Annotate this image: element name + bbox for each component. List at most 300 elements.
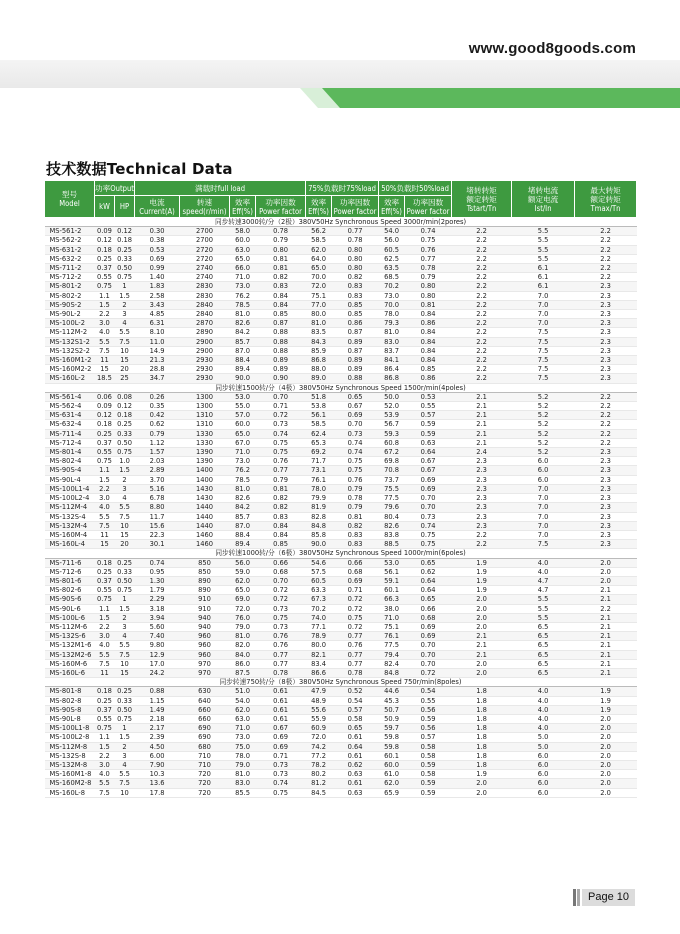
- value-cell: 2.2: [452, 530, 512, 539]
- value-cell: 2.2: [575, 438, 637, 447]
- model-cell: MS-712-4: [45, 438, 95, 447]
- value-cell: 0.81: [256, 254, 306, 263]
- value-cell: 2.0: [452, 659, 512, 668]
- value-cell: 0.88: [135, 687, 180, 696]
- value-cell: 5.5: [512, 613, 575, 622]
- value-cell: 2.29: [135, 595, 180, 604]
- value-cell: 2.3: [575, 328, 637, 337]
- value-cell: 11: [95, 668, 115, 677]
- value-cell: 81.9: [306, 503, 332, 512]
- value-cell: 0.63: [332, 788, 379, 797]
- header-model: 型号 Model: [45, 181, 95, 218]
- value-cell: 7.5: [512, 365, 575, 374]
- value-cell: 0.85: [256, 540, 306, 549]
- value-cell: 0.64: [332, 742, 379, 751]
- value-cell: 59.7: [379, 724, 405, 733]
- value-cell: 910: [180, 595, 230, 604]
- value-cell: 84.2: [230, 328, 256, 337]
- value-cell: 63.0: [230, 245, 256, 254]
- value-cell: 7.0: [512, 300, 575, 309]
- value-cell: 1.5: [115, 291, 135, 300]
- header-power-factor: 功率因数 Power factor: [256, 196, 306, 218]
- value-cell: 0.76: [256, 457, 306, 466]
- table-row: [45, 300, 637, 309]
- value-cell: 0.38: [135, 236, 180, 245]
- value-cell: 0.59: [405, 779, 452, 788]
- value-cell: 0.67: [256, 724, 306, 733]
- value-cell: 2.3: [452, 494, 512, 503]
- value-cell: 88.4: [230, 530, 256, 539]
- value-cell: 0.77: [256, 466, 306, 475]
- value-cell: 25: [115, 374, 135, 383]
- table-row: [45, 264, 637, 273]
- model-cell: MS-90L-6: [45, 604, 95, 613]
- value-cell: 1400: [180, 466, 230, 475]
- value-cell: 0.77: [256, 659, 306, 668]
- value-cell: 4.0: [512, 567, 575, 576]
- value-cell: 0.65: [405, 558, 452, 567]
- value-cell: 1.40: [135, 273, 180, 282]
- value-cell: 84.8: [379, 668, 405, 677]
- value-cell: 86.8: [306, 356, 332, 365]
- value-cell: 0.67: [405, 466, 452, 475]
- model-cell: MS-801-4: [45, 448, 95, 457]
- table-row: [45, 356, 637, 365]
- model-cell: MS-90L-4: [45, 475, 95, 484]
- value-cell: 0.33: [115, 254, 135, 263]
- value-cell: 7.0: [512, 494, 575, 503]
- value-cell: 17.8: [135, 788, 180, 797]
- value-cell: 2.0: [575, 788, 637, 797]
- value-cell: 0.76: [332, 641, 379, 650]
- value-cell: 0.79: [135, 429, 180, 438]
- value-cell: 0.77: [332, 227, 379, 236]
- value-cell: 7.0: [512, 291, 575, 300]
- value-cell: 4.0: [512, 724, 575, 733]
- value-cell: 0.84: [405, 346, 452, 355]
- value-cell: 1.30: [135, 576, 180, 585]
- value-cell: 69.8: [379, 457, 405, 466]
- table-row: [45, 687, 637, 696]
- value-cell: 0.61: [332, 779, 379, 788]
- value-cell: 6.0: [512, 760, 575, 769]
- model-cell: MS-100L-6: [45, 613, 95, 622]
- value-cell: 0.89: [332, 337, 379, 346]
- value-cell: 0.75: [115, 273, 135, 282]
- value-cell: 0.33: [115, 567, 135, 576]
- header-75-load: 75%负载时75%load: [306, 181, 379, 196]
- value-cell: 82.1: [306, 650, 332, 659]
- value-cell: 0.78: [332, 236, 379, 245]
- value-cell: 0.53: [135, 245, 180, 254]
- value-cell: 1310: [180, 420, 230, 429]
- value-cell: 3.70: [135, 475, 180, 484]
- value-cell: 0.55: [405, 696, 452, 705]
- value-cell: 2840: [180, 300, 230, 309]
- table-row: [45, 613, 637, 622]
- value-cell: 2.2: [575, 264, 637, 273]
- value-cell: 38.0: [379, 604, 405, 613]
- value-cell: 3.0: [95, 319, 115, 328]
- value-cell: 54.0: [230, 696, 256, 705]
- value-cell: 11.0: [135, 337, 180, 346]
- value-cell: 720: [180, 770, 230, 779]
- value-cell: 0.85: [332, 300, 379, 309]
- value-cell: 50.7: [379, 705, 405, 714]
- value-cell: 70.2: [379, 282, 405, 291]
- value-cell: 2: [115, 475, 135, 484]
- value-cell: 4.0: [95, 328, 115, 337]
- value-cell: 5.2: [512, 438, 575, 447]
- value-cell: 0.88: [256, 346, 306, 355]
- value-cell: 720: [180, 779, 230, 788]
- value-cell: 0.73: [256, 760, 306, 769]
- value-cell: 28.8: [135, 365, 180, 374]
- value-cell: 890: [180, 576, 230, 585]
- value-cell: 62.5: [379, 254, 405, 263]
- value-cell: 0.84: [405, 337, 452, 346]
- value-cell: 0.80: [405, 291, 452, 300]
- value-cell: 0.79: [256, 236, 306, 245]
- value-cell: 0.69: [332, 576, 379, 585]
- value-cell: 2830: [180, 291, 230, 300]
- value-cell: 0.86: [405, 319, 452, 328]
- model-cell: MS-561-4: [45, 392, 95, 401]
- value-cell: 7.5: [512, 346, 575, 355]
- value-cell: 6.31: [135, 319, 180, 328]
- value-cell: 0.79: [332, 503, 379, 512]
- value-cell: 0.78: [332, 494, 379, 503]
- value-cell: 2.2: [452, 346, 512, 355]
- value-cell: 2.1: [575, 632, 637, 641]
- value-cell: 0.74: [405, 227, 452, 236]
- value-cell: 65.0: [230, 586, 256, 595]
- table-row: [45, 696, 637, 705]
- value-cell: 0.61: [332, 733, 379, 742]
- value-cell: 65.0: [306, 264, 332, 273]
- value-cell: 84.0: [230, 650, 256, 659]
- value-cell: 0.74: [256, 429, 306, 438]
- value-cell: 720: [180, 788, 230, 797]
- value-cell: 0.50: [115, 576, 135, 585]
- value-cell: 0.84: [405, 328, 452, 337]
- value-cell: 960: [180, 632, 230, 641]
- value-cell: 6.0: [512, 788, 575, 797]
- value-cell: 0.74: [405, 521, 452, 530]
- value-cell: 2.3: [575, 503, 637, 512]
- value-cell: 60.8: [379, 438, 405, 447]
- value-cell: 0.61: [256, 714, 306, 723]
- value-cell: 2.03: [135, 457, 180, 466]
- table-row: [45, 733, 637, 742]
- value-cell: 12.9: [135, 650, 180, 659]
- model-cell: MS-112M-8: [45, 742, 95, 751]
- value-cell: 0.77: [332, 632, 379, 641]
- model-cell: MS-711-2: [45, 264, 95, 273]
- value-cell: 1.9: [575, 705, 637, 714]
- model-cell: MS-801-2: [45, 282, 95, 291]
- section-header-row: [45, 218, 637, 227]
- value-cell: 0.78: [405, 264, 452, 273]
- value-cell: 51.8: [306, 392, 332, 401]
- value-cell: 2.3: [452, 457, 512, 466]
- value-cell: 0.62: [135, 420, 180, 429]
- value-cell: 3: [115, 484, 135, 493]
- value-cell: 7.0: [512, 484, 575, 493]
- value-cell: 1.9: [452, 586, 512, 595]
- value-cell: 0.88: [256, 328, 306, 337]
- value-cell: 2930: [180, 365, 230, 374]
- value-cell: 2.89: [135, 466, 180, 475]
- value-cell: 5.0: [512, 742, 575, 751]
- value-cell: 5.5: [512, 595, 575, 604]
- value-cell: 5.5: [512, 254, 575, 263]
- value-cell: 74.2: [306, 742, 332, 751]
- value-cell: 0.26: [135, 392, 180, 401]
- value-cell: 10: [115, 521, 135, 530]
- model-cell: MS-802-2: [45, 291, 95, 300]
- value-cell: 81.0: [230, 310, 256, 319]
- table-row: [45, 779, 637, 788]
- value-cell: 940: [180, 613, 230, 622]
- value-cell: 2.2: [95, 622, 115, 631]
- table-body: [45, 218, 637, 798]
- value-cell: 0.84: [256, 291, 306, 300]
- table-row: [45, 346, 637, 355]
- table-row: [45, 448, 637, 457]
- value-cell: 5.5: [95, 779, 115, 788]
- value-cell: 7.0: [512, 521, 575, 530]
- value-cell: 2.3: [575, 530, 637, 539]
- value-cell: 0.75: [332, 457, 379, 466]
- value-cell: 2.3: [575, 448, 637, 457]
- value-cell: 0.09: [95, 227, 115, 236]
- value-cell: 0.08: [115, 392, 135, 401]
- value-cell: 2.0: [575, 733, 637, 742]
- value-cell: 2720: [180, 254, 230, 263]
- value-cell: 970: [180, 668, 230, 677]
- value-cell: 80.0: [306, 641, 332, 650]
- model-cell: MS-90S-4: [45, 466, 95, 475]
- table-row: [45, 484, 637, 493]
- value-cell: 0.78: [256, 227, 306, 236]
- value-cell: 1300: [180, 392, 230, 401]
- value-cell: 1.9: [452, 576, 512, 585]
- value-cell: 1: [115, 724, 135, 733]
- value-cell: 0.66: [256, 558, 306, 567]
- value-cell: 0.25: [95, 429, 115, 438]
- value-cell: 88.0: [306, 365, 332, 374]
- table-row: [45, 227, 637, 236]
- value-cell: 2.0: [575, 576, 637, 585]
- value-cell: 11: [95, 530, 115, 539]
- value-cell: 1440: [180, 503, 230, 512]
- value-cell: 0.61: [256, 705, 306, 714]
- table-row: [45, 622, 637, 631]
- value-cell: 6.5: [512, 668, 575, 677]
- value-cell: 76.2: [230, 291, 256, 300]
- value-cell: 59.8: [379, 742, 405, 751]
- value-cell: 78.0: [230, 751, 256, 760]
- value-cell: 2.1: [452, 392, 512, 401]
- value-cell: 1.79: [135, 586, 180, 595]
- value-cell: 0.69: [135, 254, 180, 263]
- value-cell: 0.37: [95, 438, 115, 447]
- value-cell: 0.73: [256, 622, 306, 631]
- value-cell: 47.9: [306, 687, 332, 696]
- value-cell: 1390: [180, 457, 230, 466]
- section-title-cell: 同步转速750转/分（8极）380V50Hz Synchronous Speed 750r/min(8poles): [45, 678, 637, 687]
- value-cell: 74.0: [306, 613, 332, 622]
- value-cell: 0.82: [332, 273, 379, 282]
- value-cell: 6.5: [512, 659, 575, 668]
- value-cell: 0.75: [95, 724, 115, 733]
- table-row: [45, 576, 637, 585]
- value-cell: 2.3: [575, 365, 637, 374]
- value-cell: 1.8: [452, 733, 512, 742]
- value-cell: 4.85: [135, 310, 180, 319]
- value-cell: 0.75: [256, 613, 306, 622]
- value-cell: 1460: [180, 530, 230, 539]
- value-cell: 1.9: [452, 770, 512, 779]
- value-cell: 60.5: [379, 245, 405, 254]
- value-cell: 78.9: [306, 632, 332, 641]
- value-cell: 2.3: [575, 374, 637, 383]
- value-cell: 0.12: [95, 411, 115, 420]
- value-cell: 5.5: [512, 604, 575, 613]
- value-cell: 2.1: [452, 411, 512, 420]
- value-cell: 0.59: [405, 714, 452, 723]
- model-cell: MS-561-2: [45, 227, 95, 236]
- value-cell: 3.94: [135, 613, 180, 622]
- model-cell: MS-132S2-2: [45, 346, 95, 355]
- model-cell: MS-132M-8: [45, 760, 95, 769]
- value-cell: 1.8: [452, 714, 512, 723]
- value-cell: 0.50: [115, 264, 135, 273]
- value-cell: 0.54: [332, 696, 379, 705]
- value-cell: 56.0: [379, 236, 405, 245]
- value-cell: 2.2: [575, 420, 637, 429]
- value-cell: 0.55: [95, 586, 115, 595]
- value-cell: 850: [180, 567, 230, 576]
- model-cell: MS-711-4: [45, 429, 95, 438]
- value-cell: 0.25: [95, 567, 115, 576]
- value-cell: 56.7: [379, 420, 405, 429]
- value-cell: 2.0: [452, 604, 512, 613]
- value-cell: 0.55: [95, 273, 115, 282]
- value-cell: 7.5: [115, 512, 135, 521]
- value-cell: 2.2: [452, 227, 512, 236]
- model-cell: MS-90L-8: [45, 714, 95, 723]
- value-cell: 0.65: [405, 595, 452, 604]
- value-cell: 0.79: [405, 273, 452, 282]
- value-cell: 0.89: [256, 356, 306, 365]
- value-cell: 0.52: [332, 687, 379, 696]
- value-cell: 5.5: [95, 337, 115, 346]
- value-cell: 0.68: [332, 567, 379, 576]
- model-cell: MS-100L2-4: [45, 494, 95, 503]
- table-row: [45, 374, 637, 383]
- model-cell: MS-90S-6: [45, 595, 95, 604]
- value-cell: 2.0: [452, 613, 512, 622]
- value-cell: 0.55: [95, 448, 115, 457]
- value-cell: 0.61: [332, 751, 379, 760]
- value-cell: 1390: [180, 448, 230, 457]
- value-cell: 76.1: [379, 632, 405, 641]
- value-cell: 2.1: [452, 420, 512, 429]
- value-cell: 85.8: [306, 530, 332, 539]
- value-cell: 83.7: [379, 346, 405, 355]
- value-cell: 73.0: [230, 282, 256, 291]
- value-cell: 2.1: [575, 659, 637, 668]
- value-cell: 0.72: [256, 411, 306, 420]
- model-cell: MS-132M2-6: [45, 650, 95, 659]
- value-cell: 2830: [180, 282, 230, 291]
- value-cell: 61.0: [379, 770, 405, 779]
- value-cell: 82.6: [230, 319, 256, 328]
- value-cell: 0.25: [115, 687, 135, 696]
- value-cell: 0.72: [405, 668, 452, 677]
- value-cell: 1.9: [452, 567, 512, 576]
- value-cell: 2840: [180, 310, 230, 319]
- value-cell: 0.99: [135, 264, 180, 273]
- value-cell: 0.83: [256, 282, 306, 291]
- value-cell: 0.67: [405, 457, 452, 466]
- value-cell: 7.5: [95, 346, 115, 355]
- value-cell: 0.56: [405, 724, 452, 733]
- value-cell: 82.6: [379, 521, 405, 530]
- value-cell: 0.87: [332, 328, 379, 337]
- value-cell: 73.0: [379, 291, 405, 300]
- value-cell: 6.1: [512, 273, 575, 282]
- value-cell: 44.6: [379, 687, 405, 696]
- value-cell: 0.77: [332, 659, 379, 668]
- model-cell: MS-802-6: [45, 586, 95, 595]
- header-output: 功率Output: [95, 181, 135, 196]
- value-cell: 0.85: [405, 365, 452, 374]
- value-cell: 2.3: [575, 282, 637, 291]
- value-cell: 2.2: [452, 236, 512, 245]
- value-cell: 0.77: [405, 254, 452, 263]
- value-cell: 55.0: [230, 402, 256, 411]
- value-cell: 5.2: [512, 402, 575, 411]
- value-cell: 5.16: [135, 484, 180, 493]
- model-cell: MS-132M-4: [45, 521, 95, 530]
- value-cell: 0.69: [405, 484, 452, 493]
- value-cell: 0.74: [256, 779, 306, 788]
- value-cell: 6.00: [135, 751, 180, 760]
- value-cell: 0.70: [405, 650, 452, 659]
- value-cell: 3.43: [135, 300, 180, 309]
- value-cell: 0.64: [405, 586, 452, 595]
- value-cell: 680: [180, 742, 230, 751]
- value-cell: 0.53: [405, 392, 452, 401]
- value-cell: 3.0: [95, 494, 115, 503]
- value-cell: 0.95: [135, 567, 180, 576]
- value-cell: 55.6: [306, 705, 332, 714]
- value-cell: 2890: [180, 328, 230, 337]
- value-cell: 0.76: [256, 632, 306, 641]
- table-row: [45, 632, 637, 641]
- value-cell: 5.2: [512, 448, 575, 457]
- model-cell: MS-100L1-8: [45, 724, 95, 733]
- value-cell: 0.89: [256, 365, 306, 374]
- model-cell: MS-132S1-2: [45, 337, 95, 346]
- value-cell: 4.0: [512, 558, 575, 567]
- value-cell: 10.3: [135, 770, 180, 779]
- value-cell: 10: [115, 659, 135, 668]
- value-cell: 63.0: [230, 714, 256, 723]
